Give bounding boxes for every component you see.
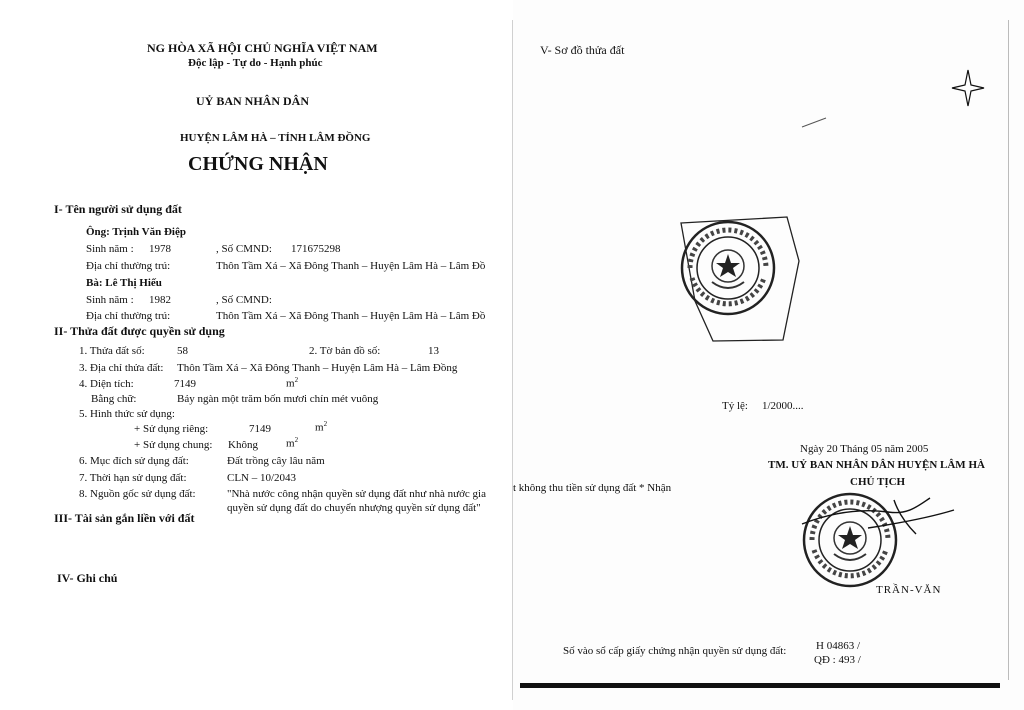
register-decision: QĐ : 493 / bbox=[814, 654, 861, 666]
person1-name: Ông: Trịnh Văn Điệp bbox=[86, 226, 186, 238]
page-edge bbox=[1008, 20, 1009, 680]
origin-line-2: quyền sử dụng đất do chuyển nhượng quyền sử dụng đất" bbox=[227, 502, 481, 514]
private-use-label: + Sử dụng riêng: bbox=[134, 423, 209, 435]
register-label: Số vào sổ cấp giấy chứng nhận quyền sử dụng đất: bbox=[563, 645, 787, 657]
republic-title: NG HÒA XÃ HỘI CHỦ NGHĨA VIỆT NAM bbox=[147, 41, 378, 55]
person2-id-label: , Số CMND: bbox=[216, 294, 272, 306]
private-use-value: 7149 bbox=[249, 423, 271, 435]
right-page bbox=[513, 0, 1024, 710]
area-unit: $m^2$ bbox=[286, 376, 299, 390]
origin-line-1: "Nhà nước công nhận quyền sử dụng đất như nhà nước gia bbox=[227, 488, 486, 500]
signature bbox=[798, 488, 958, 558]
page-title: CHỨNG NHẬN bbox=[188, 153, 328, 175]
parcel-address-label: 3. Địa chỉ thửa đất: bbox=[79, 362, 164, 374]
diagram-heading: V- Sơ đồ thửa đất bbox=[540, 43, 625, 57]
purpose-value: Đất trồng cây lâu năm bbox=[227, 455, 325, 467]
official-seal-icon bbox=[678, 218, 778, 318]
scale-label: Tỷ lệ: bbox=[722, 400, 748, 412]
signer-name: TRẦN-VĂN bbox=[876, 584, 942, 596]
committee-title: UỶ BAN NHÂN DÂN bbox=[196, 94, 309, 108]
area-value: 7149 bbox=[174, 378, 196, 390]
sign-date: Ngày 20 Tháng 05 năm 2005 bbox=[800, 443, 929, 455]
person2-birth-label: Sinh năm : bbox=[86, 294, 134, 306]
person1-address-label: Địa chỉ thường trú: bbox=[86, 260, 171, 272]
origin-overflow: t không thu tiền sử dụng đất * Nhận bbox=[513, 482, 672, 494]
section4-heading: IV- Ghi chú bbox=[57, 571, 118, 585]
usage-form-label: 5. Hình thức sử dụng: bbox=[79, 408, 175, 420]
parcel-address: Thôn Tầm Xá – Xã Đông Thanh – Huyện Lâm Hà – Lâm Đồng bbox=[177, 362, 458, 374]
bottom-rule bbox=[520, 683, 1000, 688]
private-use-unit: $m^2$ bbox=[315, 420, 328, 434]
parcel-number: 58 bbox=[177, 345, 188, 357]
scan-mark bbox=[800, 115, 830, 129]
on-behalf-of: TM. UỶ BAN NHÂN DÂN HUYỆN LÂM HÀ bbox=[768, 459, 985, 471]
term-value: CLN – 10/2043 bbox=[227, 472, 297, 484]
origin-label: 8. Nguồn gốc sử dụng đất: bbox=[79, 488, 196, 500]
person1-birth-year: 1978 bbox=[149, 243, 171, 255]
purpose-label: 6. Mục đích sử dụng đất: bbox=[79, 455, 189, 467]
term-label: 7. Thời hạn sử dụng đất: bbox=[79, 472, 187, 484]
person1-id-label: , Số CMND: bbox=[216, 243, 272, 255]
area-label: 4. Diện tích: bbox=[79, 378, 134, 390]
common-use-value: Không bbox=[228, 439, 258, 451]
parcel-label: 1. Thửa đất số: bbox=[79, 345, 145, 357]
common-use-unit: $m^2$ bbox=[286, 436, 299, 450]
section1-heading: I- Tên người sử dụng đất bbox=[54, 202, 182, 216]
person1-id-number: 171675298 bbox=[291, 243, 341, 255]
map-sheet-label: 2. Tờ bản đồ số: bbox=[309, 345, 381, 357]
page-divider bbox=[512, 20, 513, 700]
register-number: H 04863 / bbox=[816, 640, 860, 652]
district-title: HUYỆN LÂM HÀ – TỈNH LÂM ĐỒNG bbox=[180, 132, 371, 144]
person1-address: Thôn Tầm Xá – Xã Đông Thanh – Huyện Lâm Hà – Lâm Đồ bbox=[216, 260, 486, 272]
person2-address: Thôn Tầm Xá – Xã Đông Thanh – Huyện Lâm Hà – Lâm Đồ bbox=[216, 310, 486, 322]
person2-name: Bà: Lê Thị Hiếu bbox=[86, 277, 162, 289]
person2-birth-year: 1982 bbox=[149, 294, 171, 306]
area-words: Bảy ngàn một trăm bốn mươi chín mét vuông bbox=[177, 393, 379, 405]
section2-heading: II- Thửa đất được quyền sử dụng bbox=[54, 324, 225, 338]
chairman-title: CHỦ TỊCH bbox=[850, 476, 906, 488]
area-words-label: Bằng chữ: bbox=[91, 393, 137, 405]
person2-address-label: Địa chỉ thường trú: bbox=[86, 310, 171, 322]
motto: Độc lập - Tự do - Hạnh phúc bbox=[188, 57, 323, 69]
scale-value: 1/2000.... bbox=[762, 400, 804, 412]
map-sheet-number: 13 bbox=[428, 345, 439, 357]
common-use-label: + Sử dụng chung: bbox=[134, 439, 213, 451]
person1-birth-label: Sinh năm : bbox=[86, 243, 134, 255]
north-arrow-icon bbox=[950, 68, 986, 108]
section3-heading: III- Tài sản gắn liền với đất bbox=[54, 511, 195, 525]
